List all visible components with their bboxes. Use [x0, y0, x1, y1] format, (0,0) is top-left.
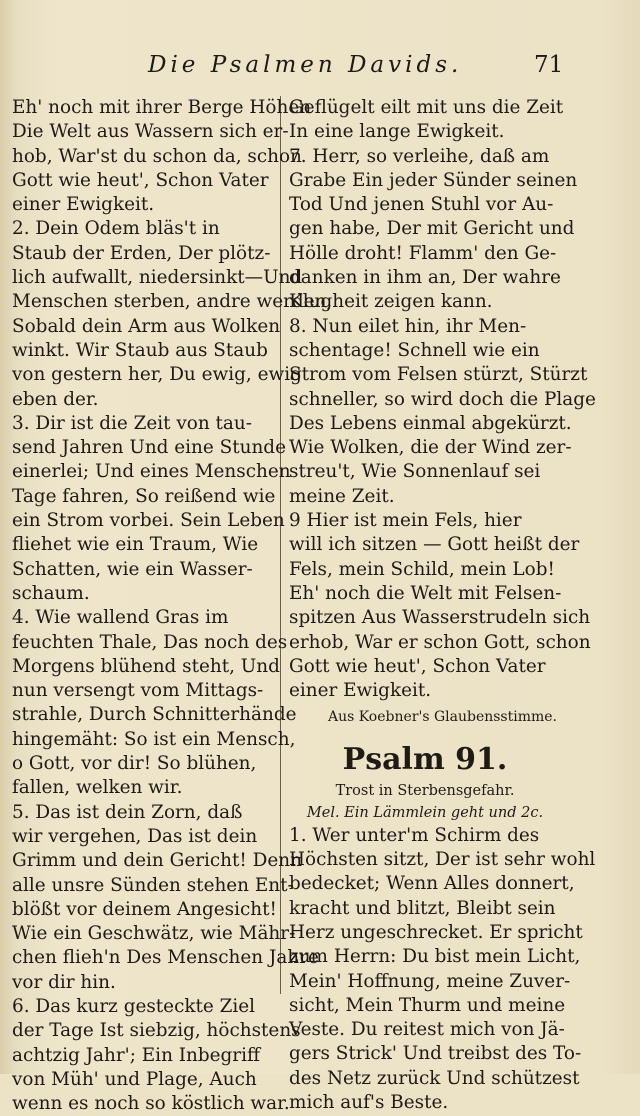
- text-line: wir vergehen, Das ist dein: [12, 825, 258, 847]
- text-line: wenn es noch so köstlich war.: [12, 1093, 290, 1115]
- text-line: 2. Dein Odem bläs't in: [12, 218, 220, 240]
- psalm-91-verses: [289, 824, 596, 1116]
- text-line: Schatten, wie ein Wasser-: [12, 558, 253, 580]
- text-line: In eine lange Ewigkeit.: [289, 121, 505, 143]
- text-line: mich auf's Beste.: [289, 1091, 449, 1113]
- text-line: Tage fahren, So reißend wie: [12, 485, 276, 507]
- text-line: 3. Dir ist die Zeit von tau-: [12, 412, 252, 434]
- text-line: 6. Das kurz gesteckte Ziel: [12, 995, 256, 1017]
- text-line: 8. Nun eilet hin, ihr Men-: [289, 315, 527, 337]
- text-line: schneller, so wird doch die Plage: [289, 388, 596, 410]
- text-line: Menschen sterben, andre werden,: [12, 291, 333, 313]
- text-line: Hölle droht! Flamm' den Ge-: [289, 242, 557, 264]
- text-line: Klugheit zeigen kann.: [289, 291, 493, 313]
- text-line: Tod Und jenen Stuhl vor Au-: [289, 194, 554, 216]
- text-line: fallen, welken wir.: [12, 777, 183, 799]
- text-line: Morgens blühend steht, Und: [12, 655, 280, 677]
- text-line: einer Ewigkeit.: [289, 680, 432, 702]
- text-line: Höchsten sitzt, Der ist sehr wohl: [289, 849, 596, 871]
- text-line: danken in ihm an, Der wahre: [289, 267, 561, 289]
- text-line: bedecket; Wenn Alles donnert,: [289, 873, 575, 895]
- text-line: Sobald dein Arm aus Wolken: [12, 315, 281, 337]
- text-line: gers Strick' Und treibst des To-: [289, 1043, 582, 1065]
- text-line: blößt vor deinem Angesicht!: [12, 898, 277, 920]
- text-line: Herz ungeschrecket. Er spricht: [289, 921, 583, 943]
- text-line: hingemäht: So ist ein Mensch,: [12, 728, 296, 750]
- text-line: fliehet wie ein Traum, Wie: [12, 534, 259, 556]
- text-line: o Gott, vor dir! So blühen,: [12, 753, 257, 775]
- text-line: will ich sitzen — Gott heißt der: [289, 534, 580, 556]
- text-line: einer Ewigkeit.: [12, 194, 155, 216]
- text-line: Staub der Erden, Der plötz-: [12, 242, 271, 264]
- text-line: streu't, Wie Sonnenlauf sei: [289, 461, 541, 483]
- text-line: zum Herrn: Du bist mein Licht,: [289, 946, 581, 968]
- running-head: Die Psalmen Davids.: [148, 52, 463, 78]
- text-line: 1. Wer unter'm Schirm des: [289, 824, 540, 846]
- text-line: erhob, War er schon Gott, schon: [289, 631, 591, 653]
- text-line: chen flieh'n Des Menschen Jahre: [12, 947, 319, 969]
- text-line: kracht und blitzt, Bleibt sein: [289, 897, 556, 919]
- text-line: des Netz zurück Und schützest: [289, 1067, 580, 1089]
- text-line: 4. Wie wallend Gras im: [12, 607, 229, 629]
- psalm-heading: Psalm 91.: [342, 741, 508, 777]
- page-header: [0, 52, 640, 86]
- psalm-90-conclusion: [289, 96, 596, 703]
- text-line: ein Strom vorbei. Sein Leben: [12, 510, 285, 532]
- text-line: Grimm und dein Gericht! Denn: [12, 850, 302, 872]
- text-line: lich aufwallt, niedersinkt—Und: [12, 267, 303, 289]
- text-line: Des Lebens einmal abgekürzt.: [289, 412, 572, 434]
- text-line: Mein' Hoffnung, meine Zuver-: [289, 970, 571, 992]
- text-line: nun versengt vom Mittags-: [12, 680, 264, 702]
- text-line: 5. Das ist dein Zorn, daß: [12, 801, 243, 823]
- text-line: Wie ein Geschwätz, wie Mähr-: [12, 923, 296, 945]
- right-column: [289, 96, 596, 1115]
- text-line: von gestern her, Du ewig, ewig: [12, 364, 302, 386]
- page-number: 71: [534, 52, 564, 78]
- text-line: Eh' noch die Welt mit Felsen-: [289, 582, 562, 604]
- text-line: Grabe Ein jeder Sünder seinen: [289, 169, 578, 191]
- text-line: Die Welt aus Wassern sich er-: [12, 121, 289, 143]
- text-line: 7. Herr, so verleihe, daß am: [289, 145, 550, 167]
- text-line: sicht, Mein Thurm und meine: [289, 994, 566, 1016]
- text-line: Gott wie heut', Schon Vater: [289, 655, 546, 677]
- text-line: Wie Wolken, die der Wind zer-: [289, 437, 572, 459]
- text-line: spitzen Aus Wasserstrudeln sich: [289, 607, 591, 629]
- text-line: feuchten Thale, Das noch des: [12, 631, 288, 653]
- text-line: winkt. Wir Staub aus Staub: [12, 339, 268, 361]
- text-line: von Müh' und Plage, Auch: [12, 1068, 257, 1090]
- text-line: Fels, mein Schild, mein Lob!: [289, 558, 555, 580]
- text-line: 9 Hier ist mein Fels, hier: [289, 510, 522, 532]
- text-line: alle unsre Sünden stehen Ent-: [12, 874, 294, 896]
- melody-note: Mel. Ein Lämmlein geht und 2c.: [306, 804, 544, 821]
- attribution: Aus Koebner's Glaubensstimme.: [327, 709, 557, 726]
- text-line: Geflügelt eilt mit uns die Zeit: [289, 97, 564, 118]
- text-line: meine Zeit.: [289, 485, 395, 507]
- text-line: Veste. Du reitest mich von Jä-: [289, 1019, 565, 1041]
- text-line: achtzig Jahr'; Ein Inbegriff: [12, 1044, 261, 1066]
- psalm-subtitle: Trost in Sterbensgefahr.: [335, 782, 515, 799]
- text-line: der Tage Ist siebzig, höchstens: [12, 1020, 301, 1042]
- left-column: [12, 96, 333, 1116]
- text-line: Strom vom Felsen stürzt, Stürzt: [289, 364, 588, 386]
- text-line: Eh' noch mit ihrer Berge Höhen: [12, 97, 312, 118]
- text-line: einerlei; Und eines Menschen: [12, 461, 291, 483]
- text-line: schaum.: [12, 582, 90, 604]
- text-line: gen habe, Der mit Gericht und: [289, 218, 575, 240]
- text-line: schentage! Schnell wie ein: [289, 339, 540, 361]
- text-line: strahle, Durch Schnitterhände: [12, 704, 297, 726]
- text-line: vor dir hin.: [12, 971, 116, 993]
- text-line: Gott wie heut', Schon Vater: [12, 169, 269, 191]
- text-line: send Jahren Und eine Stunde: [12, 437, 286, 459]
- text-line: eben der.: [12, 388, 99, 410]
- text-line: hob, War'st du schon da, schon: [12, 145, 302, 167]
